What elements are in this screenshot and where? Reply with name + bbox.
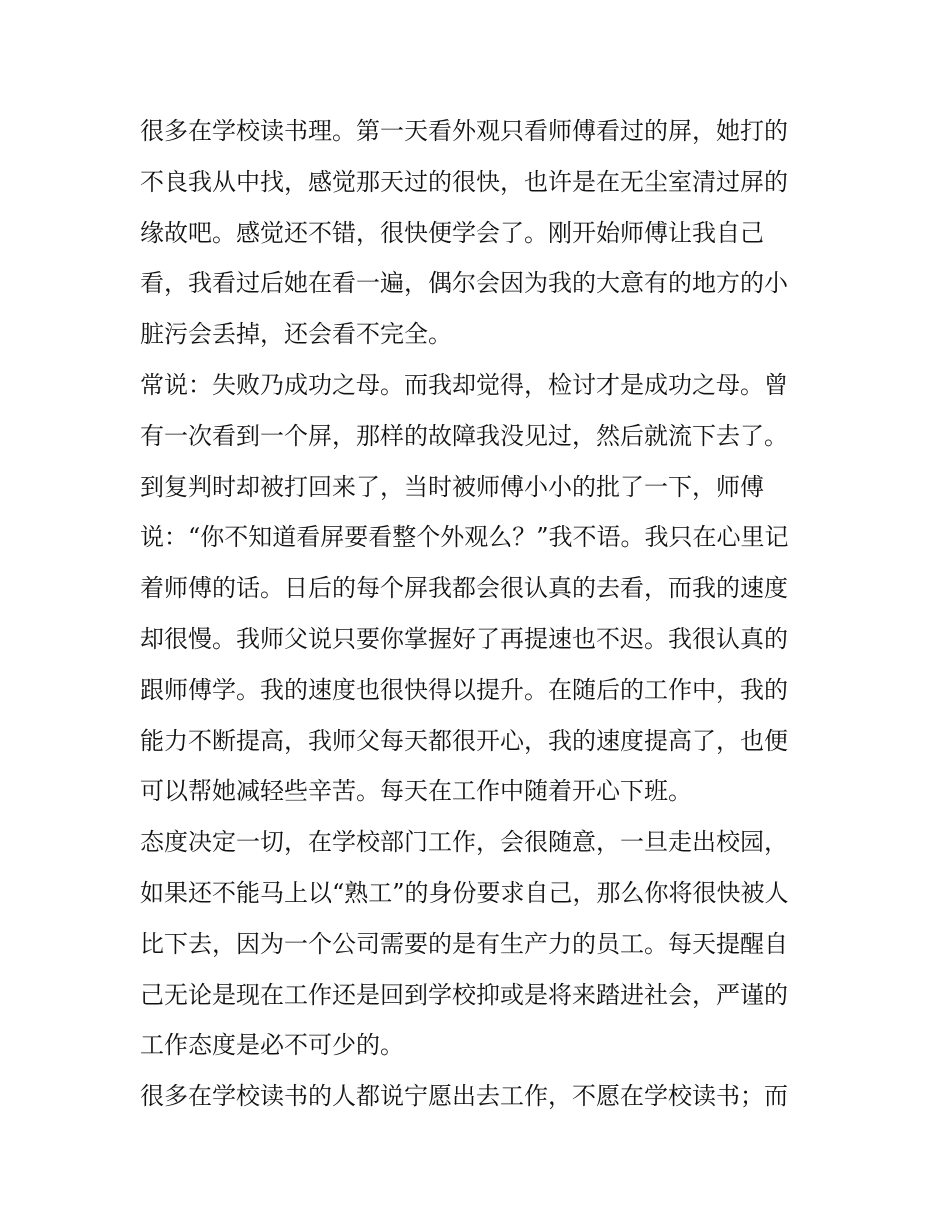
text-line: 常说：失败乃成功之母。而我却觉得，检讨才是成功之母。曾	[140, 370, 788, 399]
text-line: 工作态度是必不可少的。	[140, 1031, 404, 1060]
text-line: 跟师傅学。我的速度也很快得以提升。在随后的工作中，我的	[140, 675, 788, 704]
document-body	[140, 106, 820, 1122]
text-line: 己无论是现在工作还是回到学校抑或是将来踏进社会，严谨的	[140, 980, 788, 1009]
text-line: 说：“你不知道看屏要看整个外观么？”我不语。我只在心里记	[140, 523, 789, 552]
text-line: 缘故吧。感觉还不错，很快便学会了。刚开始师傅让我自己	[140, 218, 764, 247]
text-line: 有一次看到一个屏，那样的故障我没见过，然后就流下去了。	[140, 421, 788, 450]
text-line: 态度决定一切，在学校部门工作，会很随意，一旦走出校园，	[140, 828, 788, 857]
text-line: 可以帮她减轻些辛苦。每天在工作中随着开心下班。	[140, 777, 692, 806]
text-line: 能力不断提高，我师父每天都很开心，我的速度提高了，也便	[140, 726, 788, 755]
text-line: 很多在学校读书理。第一天看外观只看师傅看过的屏，她打的	[140, 117, 788, 145]
text-line: 如果还不能马上以“熟工”的身份要求自己，那么你将很快被人	[140, 878, 789, 907]
text-line: 看，我看过后她在看一遍，偶尔会因为我的大意有的地方的小	[140, 269, 788, 298]
text-line: 脏污会丢掉，还会看不完全。	[140, 320, 452, 349]
text-line: 比下去，因为一个公司需要的是有生产力的员工。每天提醒自	[140, 929, 788, 958]
text-line: 很多在学校读书的人都说宁愿出去工作，不愿在学校读书；而	[140, 1082, 788, 1111]
text-line: 到复判时却被打回来了，当时被师傅小小的批了一下，师傅	[140, 472, 764, 501]
text-line: 着师傅的话。日后的每个屏我都会很认真的去看，而我的速度	[140, 574, 788, 603]
text-line: 不良我从中找，感觉那天过的很快，也许是在无尘室清过屏的	[140, 167, 788, 196]
text-line: 却很慢。我师父说只要你掌握好了再提速也不迟。我很认真的	[140, 624, 788, 653]
